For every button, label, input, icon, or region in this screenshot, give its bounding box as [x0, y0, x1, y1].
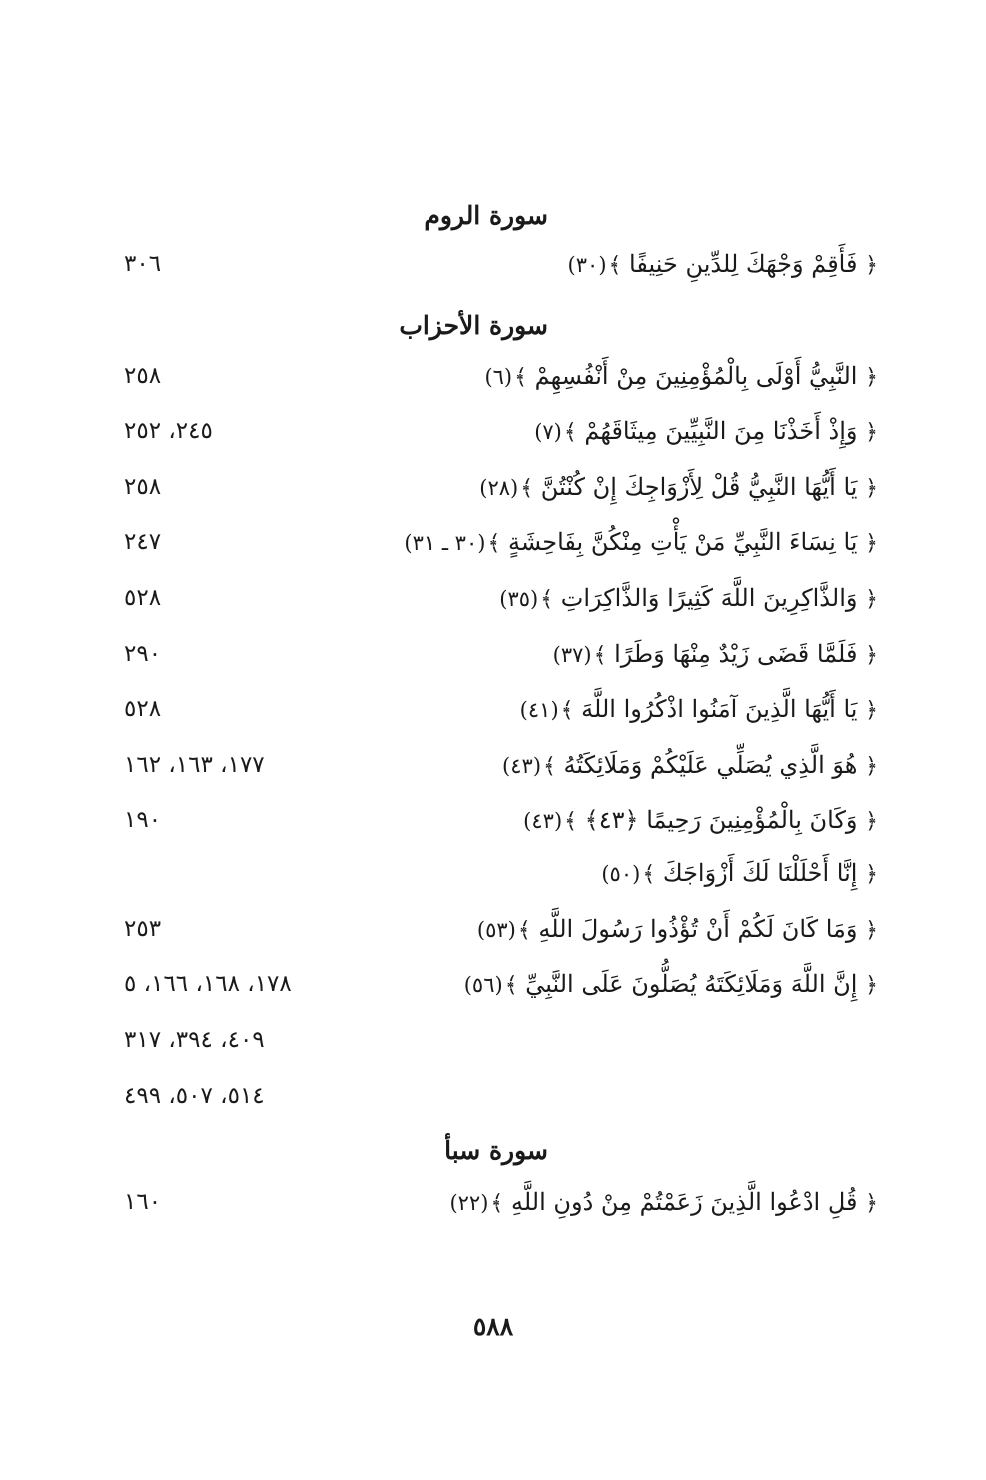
open-bracket: ﴿: [865, 809, 878, 834]
verse-words: وَكَانَ بِالْمُؤْمِنِينَ رَحِيمًا ﴿٤٣﴾: [584, 806, 858, 834]
open-bracket: ﴿: [865, 1191, 878, 1216]
verse-words: وَمَا كَانَ لَكُمْ أَنْ تُؤْذُوا رَسُولَ اللَّهِ: [538, 915, 858, 943]
index-entry: [0, 634, 986, 674]
close-bracket: ﴾: [490, 1191, 504, 1216]
index-entry: [0, 467, 986, 507]
open-bracket: ﴿: [865, 918, 878, 943]
page-references: ٣٠٦: [124, 251, 162, 277]
verse-words: يَا أَيُّهَا النَّبِيُّ قُلْ لِأَزْوَاجِكَ إِنْ كُنْتُنَّ: [540, 473, 858, 501]
verse-text: [464, 964, 878, 1006]
index-entry: [0, 411, 986, 451]
ayah-number: (٣٠): [567, 253, 607, 277]
verse-words: قُلِ ادْعُوا الَّذِينَ زَعَمْتُمْ مِنْ دُونِ اللَّهِ: [510, 1188, 858, 1216]
ayah-number: (٥٦): [463, 973, 503, 997]
verse-text: [477, 909, 878, 951]
ayah-number: (٢٨): [479, 476, 519, 500]
page-references: ١٦٠: [124, 1189, 162, 1215]
open-bracket: ﴿: [865, 476, 878, 501]
open-bracket: ﴿: [865, 531, 878, 556]
verse-text: [523, 800, 878, 842]
ayah-number: (٣٧): [552, 643, 592, 667]
page-references-continued: ٥١٤، ٥٠٧، ٤٩٩: [124, 1083, 265, 1109]
ayah-number: (٥٣): [476, 918, 516, 942]
verse-words: يَا نِسَاءَ النَّبِيِّ مَنْ يَأْتِ مِنْكُنَّ بِفَاحِشَةٍ: [507, 528, 858, 556]
close-bracket: ﴾: [543, 754, 556, 779]
verse-words: إِنَّا أَحْلَلْنَا لَكَ أَزْوَاجَكَ: [662, 859, 858, 887]
page-references: ٥٢٨: [124, 696, 162, 722]
page-references: ٢٤٧: [124, 529, 162, 555]
ayah-number: (٦): [484, 365, 513, 389]
page-references: ٢٤٥، ٢٥٢: [124, 418, 213, 444]
index-entry: [0, 800, 986, 840]
page-references: ٢٥٨: [124, 363, 162, 389]
page-references: ١٧٨، ١٦٨، ١٦٦، ٥: [124, 971, 292, 997]
close-bracket: ﴾: [487, 531, 501, 556]
verse-words: وَإِذْ أَخَذْنَا مِنَ النَّبِيِّينَ مِيثَاقَهُمْ: [584, 417, 858, 445]
ayah-number: (٧): [534, 420, 562, 444]
ayah-number: (٤٣): [502, 754, 542, 778]
ayah-number: (٥٠): [601, 862, 641, 886]
index-entry: [0, 745, 986, 785]
open-bracket: ﴿: [865, 253, 878, 278]
close-bracket: ﴾: [514, 365, 528, 390]
ayah-number: (٤٣): [523, 809, 563, 833]
verse-words: يَا أَيُّهَا الَّذِينَ آمَنُوا اذْكُرُوا اللَّهَ: [581, 695, 858, 723]
verse-text: [601, 853, 878, 895]
index-entry: [0, 909, 986, 949]
page-references: ٥٢٨: [124, 585, 162, 611]
close-bracket: ﴾: [517, 918, 531, 943]
verse-text: [502, 745, 878, 787]
close-bracket: ﴾: [520, 476, 534, 501]
open-bracket: ﴿: [865, 862, 878, 887]
verse-words: النَّبِيُّ أَوْلَى بِالْمُؤْمِنِينَ مِنْ أَنْفُسِهِمْ: [534, 362, 858, 390]
page-references: ١٧٧، ١٦٣، ١٦٢: [124, 752, 265, 778]
close-bracket: ﴾: [642, 862, 656, 887]
close-bracket: ﴾: [540, 587, 554, 612]
verse-words: وَالذَّاكِرِينَ اللَّهَ كَثِيرًا وَالذَّاكِرَاتِ: [560, 584, 858, 612]
verse-text: [449, 1182, 878, 1224]
open-bracket: ﴿: [865, 643, 878, 668]
close-bracket: ﴾: [560, 698, 574, 723]
verse-words: فَأَقِمْ وَجْهَكَ لِلدِّينِ حَنِيفًا: [629, 250, 858, 278]
verse-text: [404, 522, 878, 564]
close-bracket: ﴾: [563, 420, 577, 445]
surah-title-saba: سورة سبأ: [444, 1136, 548, 1165]
page-number: ٥٨٨: [472, 1312, 514, 1341]
open-bracket: ﴿: [865, 698, 878, 723]
verse-text: [484, 356, 878, 398]
ayah-number: (٤١): [519, 698, 559, 722]
ayah-number: (٣٠ ـ ٣١): [404, 531, 486, 555]
verse-text: [520, 689, 878, 731]
surah-title-rum: سورة الروم: [424, 201, 548, 230]
page-references-continued: ٤٠٩، ٣٩٤، ٣١٧: [124, 1027, 265, 1053]
ayah-number: (٢٢): [449, 1191, 489, 1215]
page-references: ١٩٠: [124, 807, 162, 833]
open-bracket: ﴿: [865, 973, 878, 998]
page-references: ٢٥٨: [124, 474, 162, 500]
verse-text: [568, 244, 878, 286]
close-bracket: ﴾: [504, 973, 518, 998]
surah-title-ahzab: سورة الأحزاب: [399, 311, 548, 340]
verse-words: إِنَّ اللَّهَ وَمَلَائِكَتَهُ يُصَلُّونَ عَلَى النَّبِيِّ: [525, 970, 858, 998]
verse-words: فَلَمَّا قَضَى زَيْدٌ مِنْهَا وَطَرًا: [614, 640, 858, 668]
verse-text: [553, 634, 878, 676]
close-bracket: ﴾: [608, 253, 622, 278]
index-entry: [0, 356, 986, 396]
open-bracket: ﴿: [865, 587, 878, 612]
verse-text: [479, 467, 878, 509]
close-bracket: ﴾: [593, 643, 607, 668]
verse-text: [499, 578, 878, 620]
open-bracket: ﴿: [865, 365, 878, 390]
index-entry: [0, 689, 986, 729]
open-bracket: ﴿: [865, 420, 878, 445]
index-entry: [0, 964, 986, 1004]
page-references: ٢٥٣: [124, 916, 162, 942]
index-entry: [0, 522, 986, 562]
close-bracket: ﴾: [564, 809, 578, 834]
index-entry: [0, 578, 986, 618]
page-references: ٢٩٠: [124, 641, 162, 667]
verse-text: [534, 411, 878, 453]
verse-words: هُوَ الَّذِي يُصَلِّي عَلَيْكُمْ وَمَلَائِكَتُهُ: [563, 751, 858, 779]
open-bracket: ﴿: [865, 754, 878, 779]
index-entry: [0, 1182, 986, 1222]
index-entry: [0, 853, 986, 893]
index-entry: [0, 244, 986, 284]
ayah-number: (٣٥): [499, 587, 539, 611]
